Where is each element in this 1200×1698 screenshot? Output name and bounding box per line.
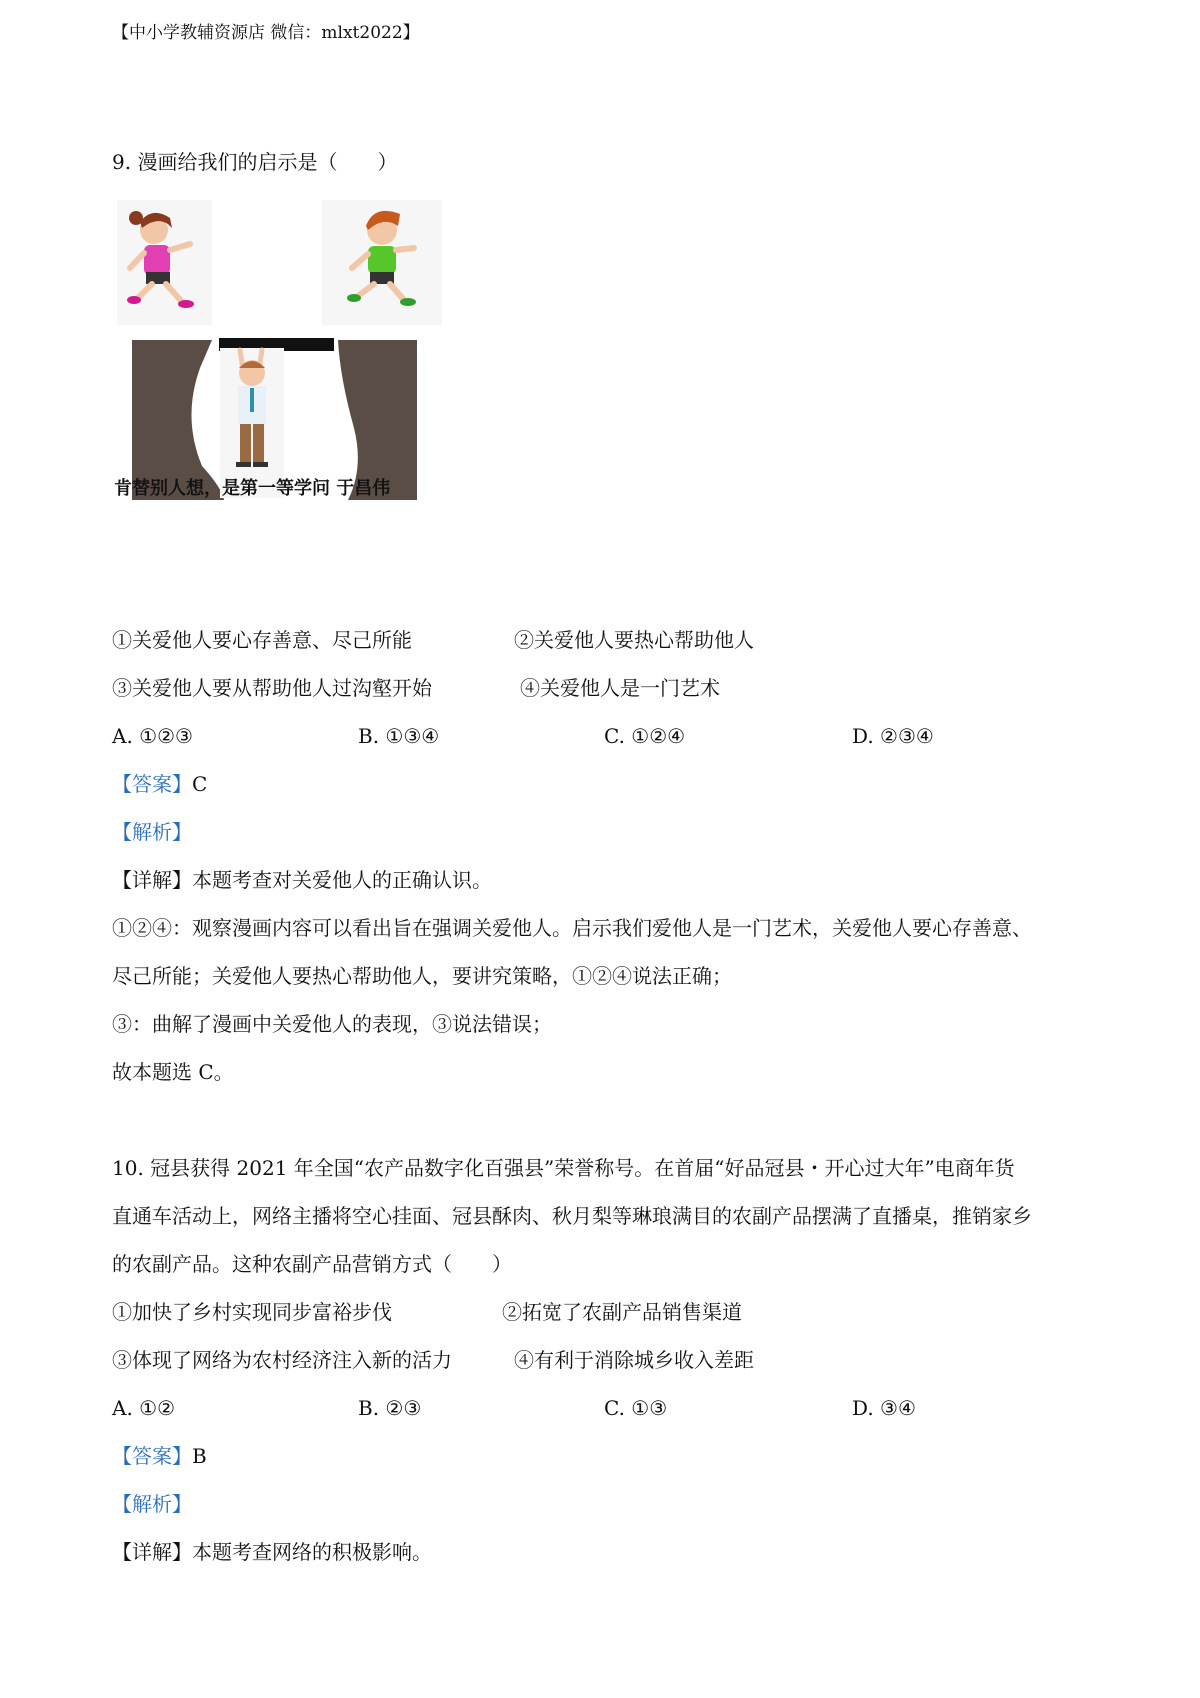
- q10-option-c: C. ①③: [604, 1396, 668, 1420]
- q9-option-c: C. ①②④: [604, 724, 686, 748]
- q10-stem-line-2: 直通车活动上，网络主播将空心挂面、冠县酥肉、秋月梨等琳琅满目的农副产品摆满了直播桌，推销家乡: [112, 1204, 1032, 1228]
- q9-answer-line: [112, 772, 207, 796]
- q10-option-b: B. ②③: [358, 1396, 422, 1420]
- q9-statement-2: ②关爱他人要热心帮助他人: [514, 628, 754, 652]
- q10-option-d: D. ③④: [852, 1396, 916, 1420]
- page-header: 【中小学教辅资源店 微信：mlxt2022】: [112, 23, 420, 43]
- q10-statement-4: ④有利于消除城乡收入差距: [514, 1348, 754, 1372]
- answer-tag: 【答案】: [112, 1444, 192, 1468]
- q10-statement-3: ③体现了网络为农村经济注入新的活力: [112, 1348, 452, 1372]
- q9-cartoon: [112, 198, 452, 548]
- q9-stem: 9. 漫画给我们的启示是（ ）: [112, 150, 398, 174]
- q10-analysis-tag: 【解析】: [112, 1492, 192, 1516]
- q10-answer-line: [112, 1444, 207, 1468]
- q10-statement-2: ②拓宽了农副产品销售渠道: [502, 1300, 742, 1324]
- answer-value: C: [192, 772, 208, 796]
- q9-detail-3: 尽己所能；关爱他人要热心帮助他人，要讲究策略，①②④说法正确；: [112, 964, 732, 988]
- q9-option-a: A. ①②③: [112, 724, 193, 748]
- answer-tag: 【答案】: [112, 772, 192, 796]
- q9-option-d: D. ②③④: [852, 724, 934, 748]
- q10-stem-line-1: 10. 冠县获得 2021 年全国“农产品数字化百强县”荣誉称号。在首届“好品冠县・开心过大年”电商年货: [112, 1156, 1015, 1180]
- answer-value: B: [192, 1444, 207, 1468]
- q9-statement-4: ④关爱他人是一门艺术: [520, 676, 720, 700]
- q9-statement-3: ③关爱他人要从帮助他人过沟壑开始: [112, 676, 432, 700]
- q9-detail-4: ③：曲解了漫画中关爱他人的表现，③说法错误；: [112, 1012, 552, 1036]
- cartoon-caption: 肯替别人想，是第一等学问 于昌伟: [114, 478, 391, 499]
- q9-detail-5: 故本题选 C。: [112, 1060, 234, 1084]
- q9-analysis-tag: 【解析】: [112, 820, 192, 844]
- q10-option-a: A. ①②: [112, 1396, 176, 1420]
- q9-detail-1: 【详解】本题考查对关爱他人的正确认识。: [112, 868, 492, 892]
- q10-detail-1: 【详解】本题考查网络的积极影响。: [112, 1540, 432, 1564]
- q10-stem-line-3: 的农副产品。这种农副产品营销方式（ ）: [112, 1252, 512, 1276]
- q10-statement-1: ①加快了乡村实现同步富裕步伐: [112, 1300, 392, 1324]
- q9-option-b: B. ①③④: [358, 724, 440, 748]
- q9-statement-1: ①关爱他人要心存善意、尽己所能: [112, 628, 412, 652]
- q9-detail-2: ①②④：观察漫画内容可以看出旨在强调关爱他人。启示我们爱他人是一门艺术，关爱他人要心存善意、: [112, 916, 1032, 940]
